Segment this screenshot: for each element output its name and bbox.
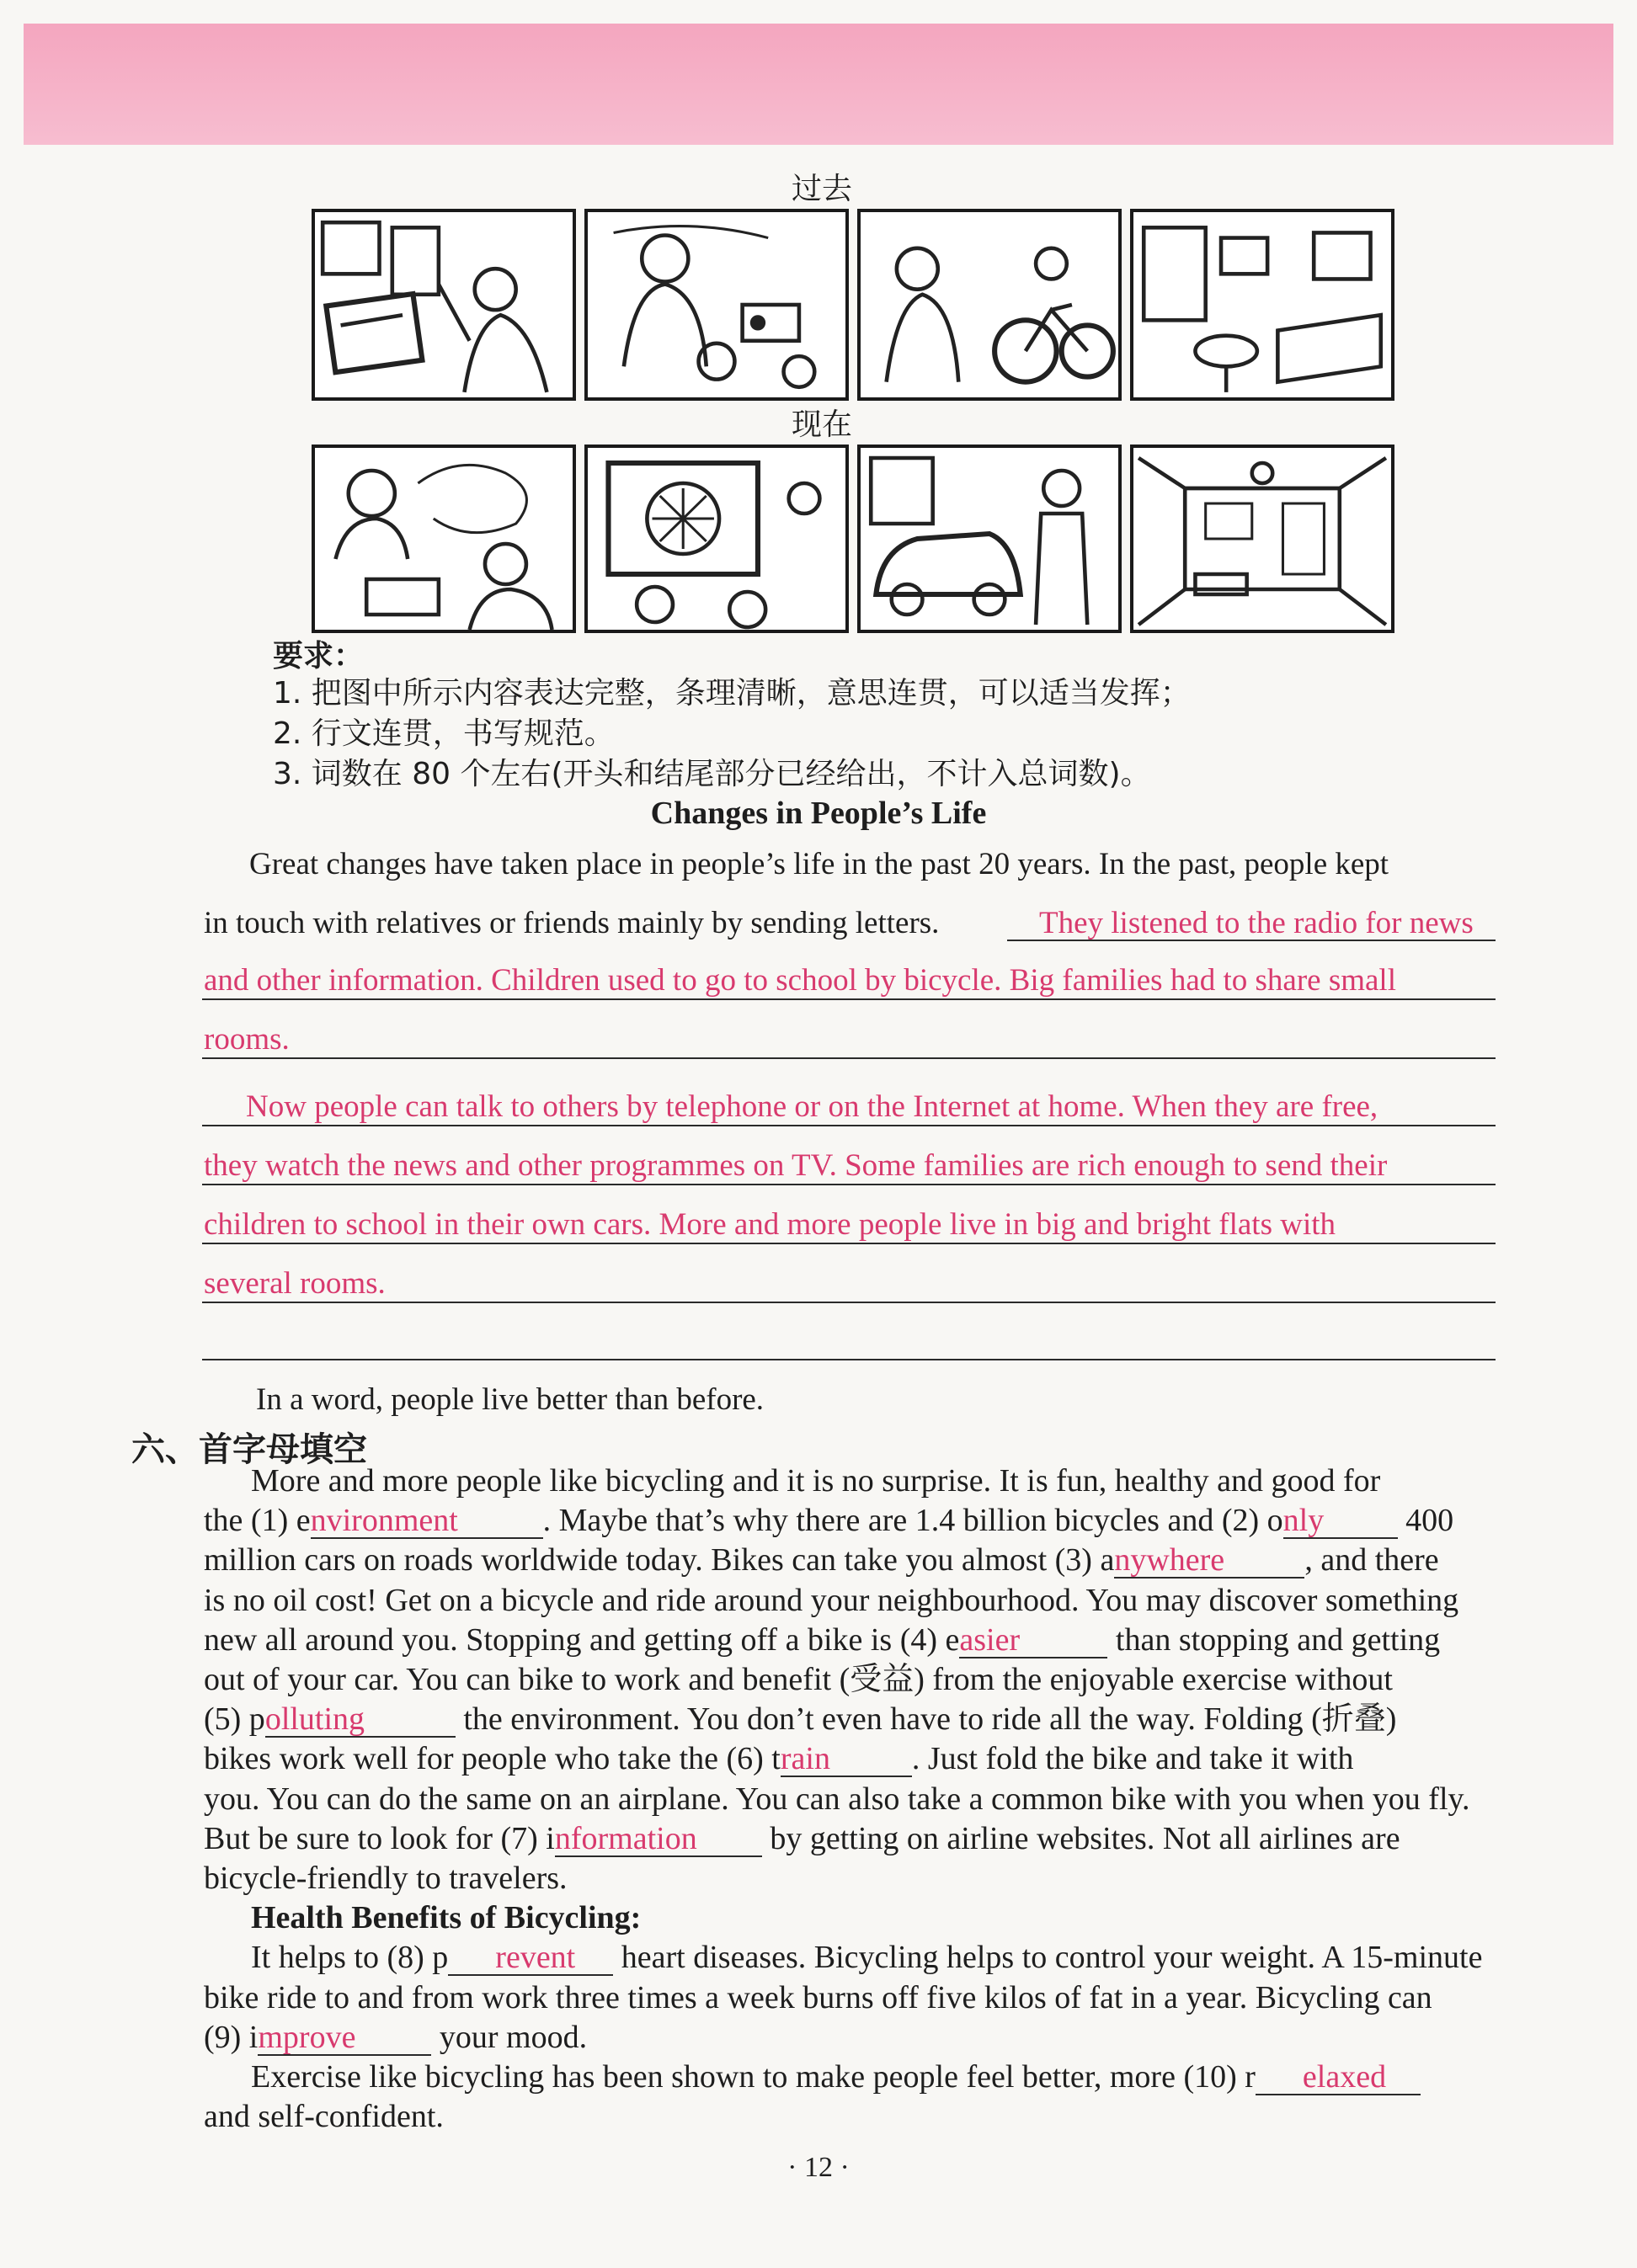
cloze-line: But be sure to look for (7) information by getting on airline websites. Not all airlines are bbox=[204, 1820, 1400, 1856]
essay-line-6: they watch the news and other programmes on TV. Some families are rich enough to send their bbox=[204, 1148, 1388, 1183]
present-picture-tv bbox=[584, 445, 849, 633]
answer-5: olluting bbox=[265, 1702, 456, 1738]
past-caption: 过去 bbox=[792, 172, 853, 206]
essay-ending: In a word, people live better than before. bbox=[256, 1382, 765, 1417]
answer-8: revent bbox=[448, 1941, 613, 1976]
page-number: · 12 · bbox=[787, 2152, 850, 2183]
cloze-line: More and more people like bicycling and it is no surprise. It is fun, healthy and good for bbox=[251, 1463, 1381, 1499]
requirement-3: 3. 词数在 80 个左右(开头和结尾部分已经给出，不计入总词数)。 bbox=[273, 757, 1151, 791]
section-heading: 六、首字母填空 bbox=[131, 1430, 367, 1469]
essay-rule bbox=[1007, 940, 1496, 941]
cloze-line: is no oil cost! Get on a bicycle and ride around your neighbourhood. You may discover something bbox=[204, 1582, 1459, 1618]
cloze-line: bikes work well for people who take the (6) train . Just fold the bike and take it with bbox=[204, 1741, 1354, 1777]
essay-line-5: Now people can talk to others by telephone or on the Internet at home. When they are free, bbox=[246, 1089, 1378, 1124]
present-picture-telephone bbox=[312, 445, 576, 633]
cloze-line: you. You can do the same on an airplane. You can also take a common bike with you when you fly. bbox=[204, 1781, 1470, 1817]
answer-7: nformation bbox=[555, 1822, 762, 1857]
past-picture-letters bbox=[312, 209, 576, 401]
cloze-passage bbox=[204, 1461, 1504, 2137]
essay-rule bbox=[202, 1302, 1496, 1303]
answer-9: mprove bbox=[258, 2020, 431, 2056]
essay-line-7: children to school in their own cars. More and more people live in big and bright flats with bbox=[204, 1207, 1336, 1242]
cloze-line: (9) improve your mood. bbox=[204, 2019, 588, 2055]
present-caption: 现在 bbox=[792, 407, 853, 442]
essay-rule bbox=[202, 1359, 1496, 1360]
header-band bbox=[24, 24, 1613, 145]
answer-6: rain bbox=[781, 1742, 912, 1777]
health-heading: Health Benefits of Bicycling: bbox=[251, 1900, 642, 1936]
essay-line-1: Great changes have taken place in people’s life in the past 20 years. In the past, people kept bbox=[249, 847, 1389, 881]
cloze-line: million cars on roads worldwide today. Bikes can take you almost (3) anywhere , and there bbox=[204, 1542, 1439, 1579]
present-picture-car bbox=[857, 445, 1122, 633]
answer-10: elaxed bbox=[1256, 2060, 1421, 2095]
past-picture-small-room bbox=[1130, 209, 1394, 401]
cloze-line: bike ride to and from work three times a week burns off five kilos of fat in a year. Bicycling can bbox=[204, 1979, 1432, 2015]
past-picture-radio bbox=[584, 209, 849, 401]
requirement-1: 1. 把图中所示内容表达完整，条理清晰，意思连贯，可以适当发挥； bbox=[273, 676, 1191, 711]
cloze-line: (5) polluting the environment. You don’t even have to ride all the way. Folding (折叠) bbox=[204, 1701, 1397, 1738]
essay-line-3: and other information. Children used to go to school by bicycle. Big families had to share small bbox=[204, 963, 1396, 998]
essay-rule bbox=[202, 1057, 1496, 1059]
essay-line-2-text: in touch with relatives or friends mainly by sending letters. bbox=[204, 906, 940, 940]
essay-rule bbox=[202, 1125, 1496, 1126]
answer-4: asier bbox=[959, 1623, 1107, 1658]
answer-1: nvironment bbox=[311, 1504, 543, 1539]
answer-2: nly bbox=[1283, 1504, 1398, 1539]
past-picture-bicycle bbox=[857, 209, 1122, 401]
answer-3: nywhere bbox=[1114, 1543, 1304, 1579]
requirement-2: 2. 行文连贯，书写规范。 bbox=[273, 716, 615, 751]
essay-line-8: several rooms. bbox=[204, 1266, 386, 1301]
essay-line-2-answer: They listened to the radio for news bbox=[1039, 906, 1474, 940]
essay-line-4: rooms. bbox=[204, 1022, 290, 1057]
cloze-line: Exercise like bicycling has been shown to make people feel better, more (10) r elaxed bbox=[204, 2058, 1504, 2097]
essay-rule bbox=[202, 1243, 1496, 1244]
cloze-line: It helps to (8) p revent heart diseases. Bicycling helps to control your weight. A 15-minute bbox=[251, 1940, 1483, 1976]
cloze-line: out of your car. You can bike to work and benefit (受益) from the enjoyable exercise without bbox=[204, 1662, 1393, 1698]
cloze-line: and self-confident. bbox=[204, 2099, 444, 2135]
present-picture-flat bbox=[1130, 445, 1394, 633]
essay-rule bbox=[202, 1184, 1496, 1185]
essay-title: Changes in People’s Life bbox=[650, 796, 987, 831]
cloze-line: new all around you. Stopping and getting off a bike is (4) easier than stopping and getting bbox=[204, 1621, 1441, 1658]
essay-rule bbox=[202, 998, 1496, 1000]
cloze-line: bicycle-friendly to travelers. bbox=[204, 1861, 568, 1897]
requirements-heading: 要求： bbox=[273, 639, 365, 673]
cloze-line: the (1) environment . Maybe that’s why there are 1.4 billion bicycles and (2) only 400 bbox=[204, 1503, 1454, 1539]
